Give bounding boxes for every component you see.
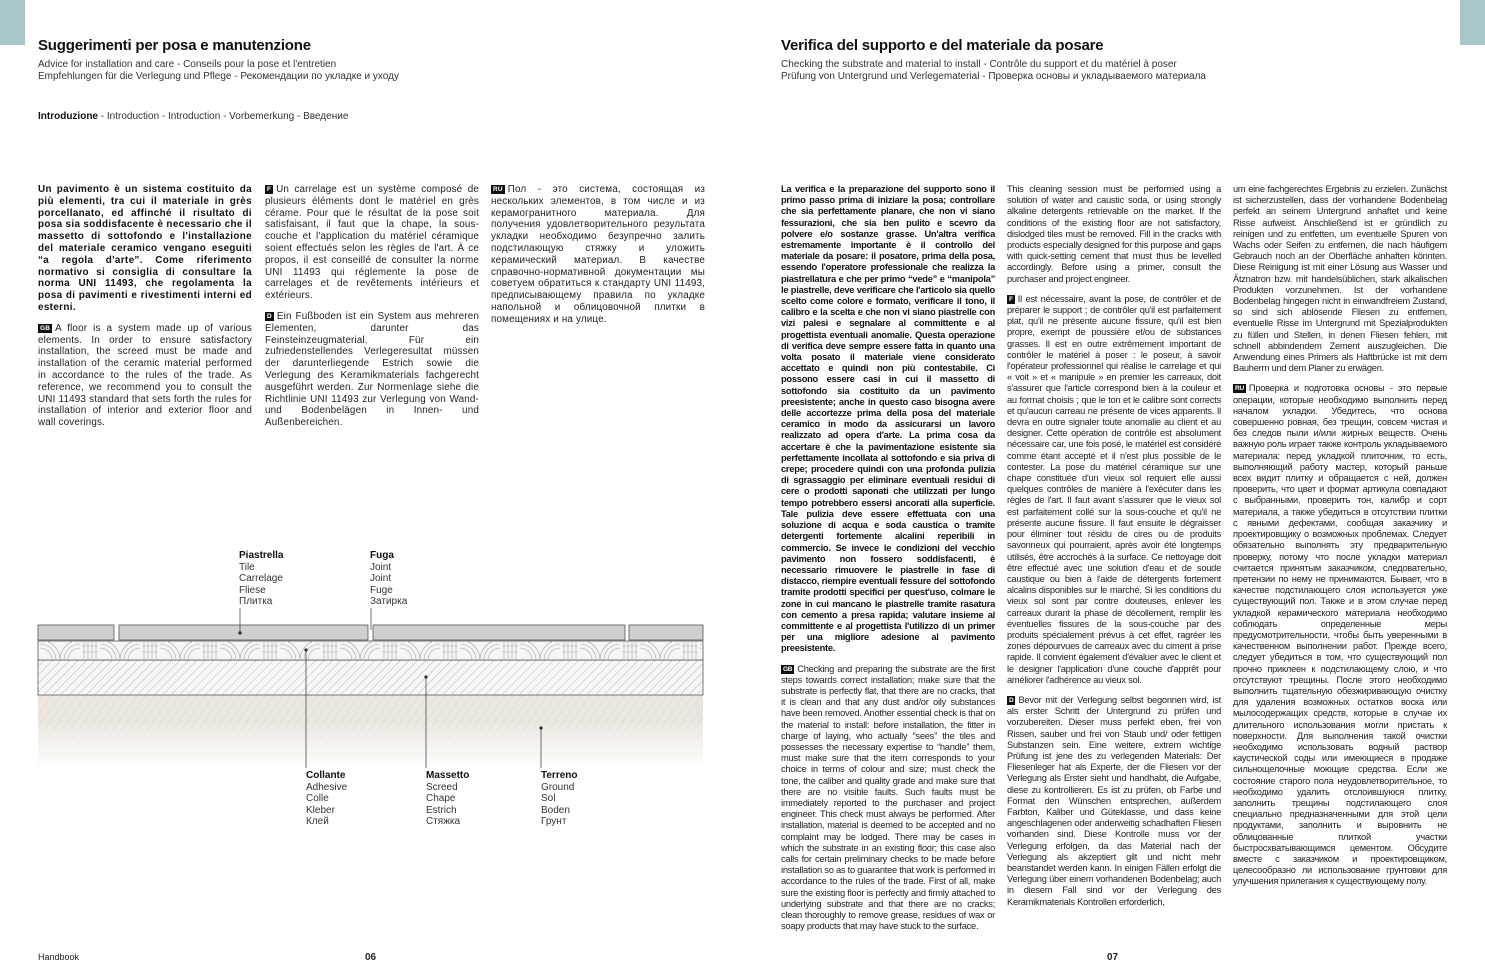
ground-layer: [38, 695, 703, 770]
badge-ru: RU: [1235, 385, 1244, 393]
screed-layer: [38, 660, 703, 695]
label-screed-title: Massetto: [426, 770, 470, 781]
section-tab-right: [1460, 0, 1485, 45]
label-ground: [541, 770, 578, 828]
label-line: Fliese: [239, 584, 266, 596]
label-line: Плитка: [239, 596, 273, 607]
intro-heading-bold: Introduzione: [38, 111, 98, 122]
label-line: Carrelage: [239, 573, 283, 584]
label-line: Kleber: [306, 804, 335, 816]
text-ru-body: Проверка и подготовка основы - это первые операции, которые необходимо выполнить перед началом укладки. Убедитесь, что основа совершенно ровная, без трещин, совсем чистая и без следов пыли и/или жирных веществ. Очень важную роль играет также контроль укладываемого материала: перед укладкой плиточник, то есть, выполняющий работу мастер, который раньше всех видит плитку и обращается с ней, должен проверить, что цвет и формат артикула совпадают с выбранными, проверить тон, калибр и сорт материала, а также убедиться в отсутствии плитки с явными дефектами, сообщая заказчику и проектировщику о возможных проблемах. Следует обязательно выполнять эту предварительную проверку, потому что после укладки материал считается принятым заказчиком, следовательно, претензии по нему не принимаются. Бывает, что в качестве подстилающего слоя используется уже существующий пол. Также и в этом случае перед укладкой керамического материала необходимо соблюдать определенные меры предусмотрительности, чтобы быть уверенными в качественном выполнении работ. Прежде всего, следует убедиться в том, что существующий пол прочно приклеен к подстилающему слою, и что отсутствуют трещины. После этого необходимо выполнить тщательную обезжиривающую очистку для удаления возможных остатков воска или мылосодержащих средств, которые в случае их длительного использования могли пристать к поверхности. Для выполнения такой очистки необходимо использовать водный раствор каустической соды или имеющиеся в продаже сильнощелочные моющие средства. Если же состояние старого пола неудовлетворительное, то необходимо удалить отслоившуюся плитку, заполнить трещины подстилающего слоя специально предназначенными для этой цели продуктами, заполнить и выровнить не облицованные плиткой участки быстросхватывающимся цементом. Обсудите вместе с заказчиком и проектировщиком, целесообразно ли использование грунтовки для улучшения прилегания к существующему полу.: [1233, 383, 1447, 887]
label-line: Boden: [541, 804, 570, 816]
label-line: Ground: [541, 781, 575, 793]
text-it: Un pavimento è un sistema costituito da più elementi, tra cui il materiale in grès porcellanato, ed affinché il risultato di posa sia soddisfacente è necessario che il massetto di sottofondo e l'installazione del materiale ceramico vengano eseguiti “a regola d'arte”. Come riferimento normativo si consiglia di consultare la norma UNI 11493, che regolamenta la posa di pavimenti e rivestimenti interni ed esterni.: [38, 184, 252, 313]
right-page-subtitle-2: Prüfung von Untergrund und Verlegematerial - Проверка основы и укладываемого материала: [781, 71, 1206, 82]
label-line: Затирка: [370, 596, 408, 607]
right-page-title: Verifica del supporto e del materiale da posare: [781, 37, 1104, 54]
text-ru: [1233, 383, 1447, 887]
badge-f: F: [1009, 295, 1013, 303]
text-de-body: Ein Fußboden ist ein System aus mehreren Elementen, darunter das Feinsteinzeugmaterial. Für ein zufriedenstellendes Verlegeresultat müssen der darunterliegende Estrich sowie die Verlegung des Keramikmaterials fachgerecht ausgeführt werden. Zur Normenlage siehe die Richtlinie UNI 11493 zur Verlegung von Wand- und Bodenbelägen in Innen- und Außenbereichen.: [265, 310, 479, 429]
text-gb-body: Checking and preparing the substrate are the first steps towards correct installation; make sure that the substrate is perfectly flat, that there are no cracks, that it is clean and that any dust and/or oily substances have been removed. Another essential check is that on the material to install: before installation, the fitter in charge of laying, who actually “sees” the tiles and possesses the necessary expertise to “handle” them, must make sure that the item corresponds to your choice in terms of colour and size; must check the tone, the caliber and quality grade and make sure that there are no visible faults. Such faults must be immediately reported to the purchaser and project engineer. This check must always be performed. After installation, material is deemed to be accepted and no complaint may be lodged. There may be cases in which the substrate in an existing floor; this case also calls for certain preliminary checks to be made before installation so as to guarantee that work is performed in accordance to the rules of the trade. First of all, make sure the existing floor is perfectly and firmly attached to underlying substrate and that there are no cracks; clean thoroughly to remove grease, residues of wax or soapy products that may have stuck to the surface.: [781, 663, 995, 932]
label-adhesive-title: Collante: [306, 770, 346, 781]
badge-ru: RU: [493, 186, 503, 193]
adhesive-layer: [38, 641, 703, 660]
text-gb: [781, 664, 995, 933]
label-adhesive: [306, 770, 347, 828]
badge-d: D: [267, 312, 272, 320]
text-it: La verifica e la preparazione del supporto sono il primo passo prima di iniziare la posa; controllare che sia perfettamente planare, che non vi siano fessurazioni, che sia ben pulito e scevro da polvere e/o sostanze grasse. Un'altra verifica estremamente importante è il controllo del materiale da posare: il posatore, prima della posa, essendo l'operatore professionale che realizza la piastrellatura e che per primo “vede” e “manipola” le piastrelle, deve verificare che l'articolo sia quello scelto come colore e formato, verificare il tono, il calibro e la scelta e che non vi siano piastrelle con vizi palesi e segnalare al committente e al progettista eventuali anomalie. Questa operazione di verifica deve sempre essere fatta in quanto una volta posato il materiale viene considerato accettato e quindi non più contestabile. Ci possono essere casi in cui il massetto di sottofondo sia costituito da un pavimento preesistente; anche in questo caso bisogna avere delle accortezze prima della posa del materiale ceramico in modo da assicurarsi un lavoro realizzato ad opera d'arte. La prima cosa da accertare è che la pavimentazione esistente sia perfettamente incollata al sottofondo e sia priva di crepe; procedere quindi con una profonda pulizia di sgrassaggio per eliminare eventuali residui di cere o prodotti saponati che utilizzati per lungo tempo potrebbero essersi ancorati alla superficie. Tale pulizia deve essere effettuata con una soluzione di acqua e soda caustica o tramite detergenti fortemente alcalini reperibili in commercio. Se invece le condizioni del vecchio pavimento non fossero soddisfacenti, è necessario rimuovere le piastrelle in fase di distacco, riempire eventuali fessure del sottofondo tramite prodotti specifici per quest'uso, colmare le zone in cui mancano le piastrelle tramite rasatura con cemento a presa rapida; valutare insieme al committente e al progettista l'utilizzo di un primer per una migliore adesione al pavimento preesistente.: [781, 184, 995, 654]
text-de-continued: um eine fachgerechtes Ergebnis zu erzielen. Zunächst ist sicherzustellen, dass der vorhandene Bodenbelag perfekt an seinem Untergrund anhaftet und keine Risse aufweist. Anschließend ist er gründlich zu reinigen und zu entfetten, um eventuelle Spuren von Wachs oder Seifen zu entfernen, die nach häufigem Gebrauch noch an der Oberfläche anhaften könnten. Diese Reinigung ist mit einer Lösung aus Wasser und Ätznatron bzw. mit handelsüblichen, stark alkalischen Produkten vorzunehmen. Ist der vorhandene Bodenbelag hingegen nicht in einwandfreiem Zustand, so sind sich ablösende Fliesen zu entfernen, eventuelle Risse im Untergrund mit Spezialprodukten zu füllen und Stellen, in denen Fliesen fehlen, mit schnell abbindendem Zement auszugleichen. Die Anwendung eines Primers als Haftbrücke ist mit dem Bauherrn und dem Planer zu erwägen.: [1233, 184, 1447, 374]
text-ru-body: Пол - это система, состоящая из нескольких элементов, в том числе и из керамогранитного материала. Для получения удовлетворительного результата укладки необходимо безупречно залить подстилающую стяжку и уложить керамический материал. В качестве справочно-нормативной документации мы советуем обратиться к стандарту UNI 11493, предписывающему правила по укладке напольной и облицовочной плитки в помещениях и на улице.: [491, 184, 705, 325]
right-column-1: [781, 184, 995, 941]
footer-handbook: Handbook: [38, 952, 80, 962]
text-fr-body: Il est nécessaire, avant la pose, de contrôler et de préparer le support ; de contrôler qu'il est parfaitement plat, qu'il ne présente aucune fissure, qu'il est bien propre, exempt de poussière et/ou de substances grasses. Il est en outre extrêmement important de contrôler le matériel à poser : le poseur, à savoir l'opérateur professionnel qui réalise le carrelage et qui « voit » et « manipule » en premier les carreaux, doit s'assurer que l'article correspond bien à la couleur et au format choisis ; que le ton et le calibre sont corrects et qu'aucun carreau ne présente de vices apparents. Il devra en outre signaler toute anomalie au client et au designer. Cette opération de contrôle est absolument nécessaire car, une fois posé, le matériel est considéré comme étant accepté et il n'est plus possible de le contester. La pose du matériel céramique sur une chape constituée d'un vieux sol requiert elle aussi quelques contrôles de manière à l'exécuter dans les règles de l'art. Il faut avant s'assurer que le vieux sol est parfaitement collé sur la sous-couche et qu'il ne présente aucune fissure. Il faut ensuite le dégraisser pour éliminer tout résidu de cires ou de produits savonneux qui pourraient, après avoir été longtemps utilisés, être accrochés à la surface. Ce nettoyage doit être effectué avec une solution d'eau et de soude caustique ou bien à l'aide de détergents fortement alcalins disponibles sur le marché. Si les conditions du vieux sol sont par contre douteuses, enlever les carreaux durant la phase de décollement, remplir les éventuelles fissures de la sous-couche par des produits spécialement prévus à cet effet, ragréer les zones dépourvues de carreaux avec du ciment à prise rapide. Il convient également d'évaluer avec le client et le designer l'application d'une couche d'apprêt pour améliorer l'adhérence au vieux sol.: [1007, 293, 1221, 685]
page-number-left: 06: [365, 952, 377, 963]
left-page-title: Suggerimenti per posa e manutenzione: [38, 37, 311, 54]
label-tile: [239, 550, 283, 608]
badge-gb: GB: [40, 324, 51, 332]
page-number-right: 07: [1107, 952, 1119, 963]
badge-gb: GB: [783, 665, 793, 673]
label-line: Sol: [541, 793, 556, 804]
label-screed: [426, 770, 469, 828]
label-line: Tile: [239, 561, 255, 573]
label-line: Joint: [370, 573, 392, 584]
text-gb-body: A floor is a system made up of various elements. In order to ensure satisfactory installation, the screed must be made and installation of the ceramic material performed in accordance to the rules of the trade. As reference, we recommend you to consult the UNI 11493 standard that sets forth the rules for installation of interior and exterior floor and wall coverings.: [38, 322, 252, 429]
label-line: Estrich: [426, 804, 457, 816]
label-line: Screed: [426, 781, 458, 793]
text-gb-continued: This cleaning session must be performed using a solution of water and caustic soda, or using strongly alkaline detergents retrievable on the market. If the conditions of the existing floor are not satisfactory, dislodged tiles must be removed. Fill in the cracks with products especially designed for this purpose and gaps with quick-setting cement that must thus be levelled accordingly. Before using a primer, consult the purchaser and project engineer.: [1007, 184, 1221, 284]
left-page-subtitle-1: Advice for installation and care - Conseils pour la pose et l'entretien: [38, 59, 337, 70]
badge-f: F: [267, 186, 272, 193]
label-line: Стяжка: [426, 816, 461, 827]
badge-d: D: [1009, 696, 1014, 704]
label-line: Грунт: [541, 816, 567, 827]
tiles: [38, 625, 703, 640]
label-line: Joint: [370, 561, 392, 573]
label-tile-title: Piastrella: [239, 550, 284, 561]
text-fr: [1007, 294, 1221, 686]
text-de-body: Bevor mit der Verlegung selbst begonnen wird, ist als erster Schritt der Untergrund zu prüfen und vorzubereiten. Dieser muss perfekt eben, frei von Rissen, sauber und frei von Staub und/ oder fettigen Substanzen sein. Eine weitere, extrem wichtige Prüfung ist jene des zu verlegenden Materials: Der Fliesenleger hat als Experte, der die Fliesen vor der Verlegung als Erster sieht und handhabt, die Aufgabe, diese zu kontrollieren. Es ist zu prüfen, ob Farbe und Format den Wünschen entsprechen, außerdem Farbton, Kaliber und Güteklasse, und dass keine angeschlagenen oder anderweitig schadhaften Fliesen vorhanden sind. Diese Kontrolle muss vor der Verlegung erfolgen, da das Material nach der Verlegung als akzeptiert gilt und nicht mehr beanstandet werden kann. In einigen Fällen erfolgt die Verlegung über einem vorhandenen Bodenbelag; auch in diesem Fall sind vor der Verlegung des Keramikmaterials Kontrollen erforderlich,: [1007, 694, 1221, 907]
intro-heading-translations: - Introduction - Introduction - Vorbemerkung - Введение: [98, 111, 349, 122]
text-de: [1007, 695, 1221, 908]
label-line: Клей: [306, 816, 329, 827]
label-line: Chape: [426, 793, 456, 804]
label-line: Colle: [306, 793, 329, 804]
label-line: Adhesive: [306, 781, 348, 793]
right-column-3: [1233, 184, 1447, 897]
label-ground-title: Terreno: [541, 770, 578, 781]
left-page-subtitle-2: Empfehlungen für die Verlegung und Pflege - Рекомендации по укладке и уходу: [38, 71, 399, 82]
label-joint: [370, 550, 407, 608]
right-page-subtitle-1: Checking the substrate and material to install - Contrôle du support et du matériel à poser: [781, 59, 1177, 70]
right-column-2: [1007, 184, 1221, 917]
label-joint-title: Fuga: [370, 550, 394, 561]
text-fr-body: Un carrelage est un système composé de plusieurs éléments dont le matériel en grès cérame. Pour que le résultat de la pose soit satisfaisant, il faut que la chape, la sous-couche et l'application du matériel céramique soient effectués selon les règles de l'art. À ce propos, il est conseillé de consulter la norme UNI 11493 qui réglemente la pose de carrelages et de revêtements intérieurs et extérieurs.: [265, 184, 479, 302]
label-line: Fuge: [370, 584, 393, 596]
floor-section-diagram: [0, 0, 740, 968]
